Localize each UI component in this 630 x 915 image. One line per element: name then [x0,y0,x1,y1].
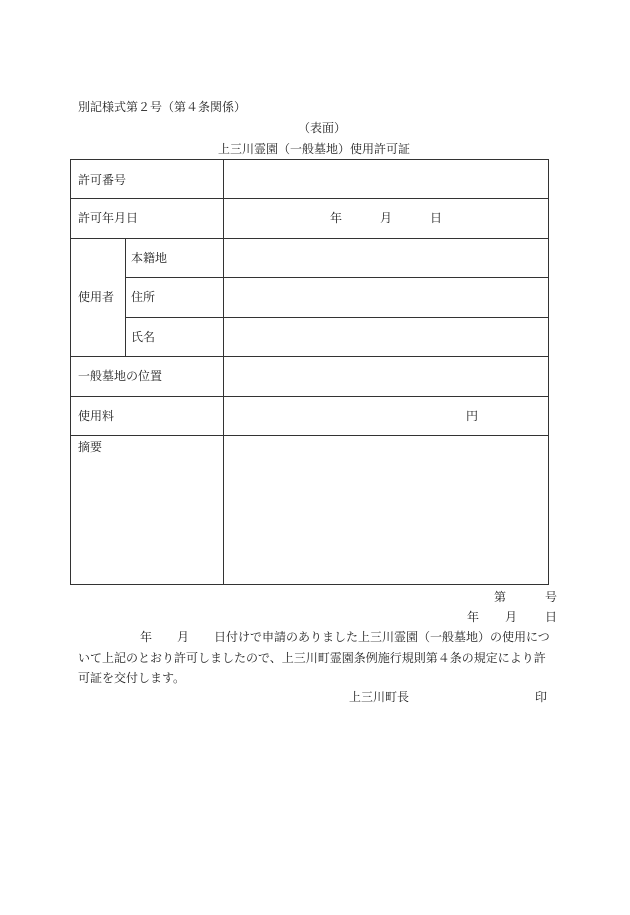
user-label: 使用者 [78,290,115,304]
plot-location-label: 一般墓地の位置 [78,369,163,383]
issue-day: 日 [545,610,558,624]
side-label: （表面） [298,121,347,135]
address-label: 住所 [131,290,156,304]
name-label: 氏名 [131,330,156,344]
domicile-label: 本籍地 [131,251,168,265]
mayor-label: 上三川町長 [349,690,410,704]
fee-unit: 円 [466,409,479,423]
body-line-1: 日付けで申請のありました上三川霊園（一般墓地）の使用につ [214,630,550,644]
date-year: 年 [330,211,343,225]
permit-form-table [70,159,549,585]
remarks-label: 摘要 [78,440,103,454]
permit-date-label: 許可年月日 [78,211,139,225]
body-month: 月 [177,630,190,644]
permit-number-label: 許可番号 [78,173,127,187]
seal-mark: 印 [535,690,548,704]
body-line-3: 可証を交付します。 [78,671,186,685]
body-line-2: いて上記のとおり許可しましたので、上三川町霊園条例施行規則第４条の規定により許 [78,651,546,665]
form-number: 別記様式第２号（第４条関係） [78,100,247,114]
date-day: 日 [430,211,443,225]
page-title: 上三川霊園（一般墓地）使用許可証 [218,142,411,156]
fee-label: 使用料 [78,409,115,423]
number-prefix: 第 [494,590,507,604]
body-year: 年 [140,630,153,644]
date-month: 月 [380,211,393,225]
issue-year: 年 [467,610,480,624]
issue-month: 月 [505,610,518,624]
number-suffix: 号 [545,590,558,604]
